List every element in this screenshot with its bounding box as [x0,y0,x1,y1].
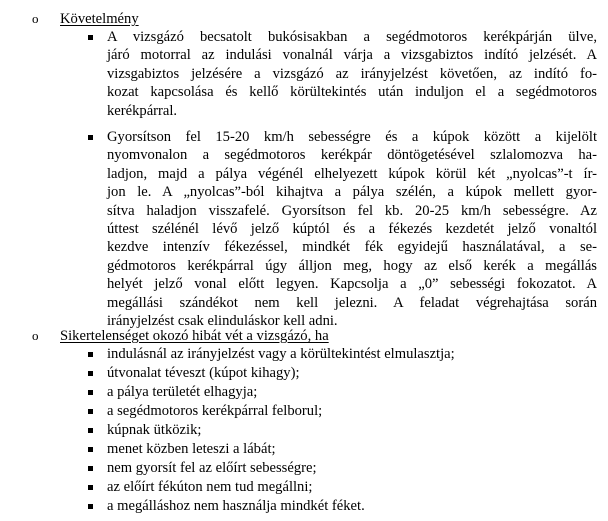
paragraph-line: megállási szándékot nem kell jelezni. A feladat végrehajtása során [107,294,597,311]
list-item: a pálya területét elhagyja; [107,384,258,400]
list-item: nem gyorsít fel az előírt sebességre; [107,460,317,476]
paragraph-line: vizsgabiztos jelzésére a vizsgázó az irányjelzést követően, az indító fo- [107,65,597,82]
square-bullet [88,428,93,433]
square-bullet [88,390,93,395]
paragraph-line: kezdve intenzív fékezéssel, mindkét fék egyidejű használatával, a se- [107,239,597,256]
section-title: Követelmény [60,11,139,27]
paragraph-line: járó motorral az indulási vonalnál várja a vizsgabiztos indító jelzését. A [107,47,597,64]
paragraph-line: kerékpárral. [107,102,178,119]
circle-bullet: o [32,328,39,343]
list-item: útvonalat téveszt (kúpot kihagy); [107,365,300,381]
square-bullet [88,371,93,376]
paragraph-line: A vizsgázó becsatolt bukósisakban a segédmotoros kerékpárján ülve, [107,29,597,45]
paragraph-line: irányjelzést csak elinduláskor kell adni. [107,312,338,329]
circle-bullet: o [32,11,39,26]
square-bullet [88,447,93,452]
paragraph-line: jon le. A „nyolcas”-ból kihajtva a pálya szélén, a kúpok mellett gyor- [107,184,597,201]
paragraph-line: helyét jelző vonal előtt legyen. Kapcsolja a „0” sebességi fokozatot. A [107,276,597,293]
square-bullet [88,135,93,140]
list-item: menet közben leteszi a lábát; [107,441,276,457]
list-item: indulásnál az irányjelzést vagy a körültekintést elmulasztja; [107,346,455,362]
square-bullet [88,466,93,471]
square-bullet [88,504,93,509]
list-item: a segédmotoros kerékpárral felborul; [107,403,323,419]
list-item: a megálláshoz nem használja mindkét féket. [107,498,365,514]
square-bullet [88,352,93,357]
paragraph-line: sítva haladjon visszafelé. Gyorsítson fel kb. 20-25 km/h sebességre. Az [107,202,597,219]
paragraph-line: ladjon, majd a pálya végénél elhelyezett kúpok körül két „nyolcas”-t ír- [107,165,597,182]
paragraph-line: gédmotoros kerékpárral úgy álljon meg, hogy az első kerék a megállás [107,257,597,274]
paragraph-line: úttest szélénél lévő jelző kúptól és a fékezés kezdetét jelző vonaltól [107,220,597,237]
square-bullet [88,35,93,40]
paragraph-line: nyomvonalon a segédmotoros kerékpár döntögetésével szlalomozva ha- [107,147,597,164]
square-bullet [88,409,93,414]
paragraph-indulas [107,28,597,120]
paragraph-szlalom [107,128,597,330]
paragraph-line: Gyorsítson fel 15-20 km/h sebességre és a kúpok között a kijelölt [107,129,597,145]
paragraph-line: kozat kapcsolása és kellő körültekintés után induljon el a segédmotoros [107,84,597,101]
section-title: Sikertelenséget okozó hibát vét a vizsgázó, ha [60,328,329,344]
list-item: az előírt fékúton nem tud megállni; [107,479,313,495]
square-bullet [88,485,93,490]
list-item: kúpnak ütközik; [107,422,202,438]
